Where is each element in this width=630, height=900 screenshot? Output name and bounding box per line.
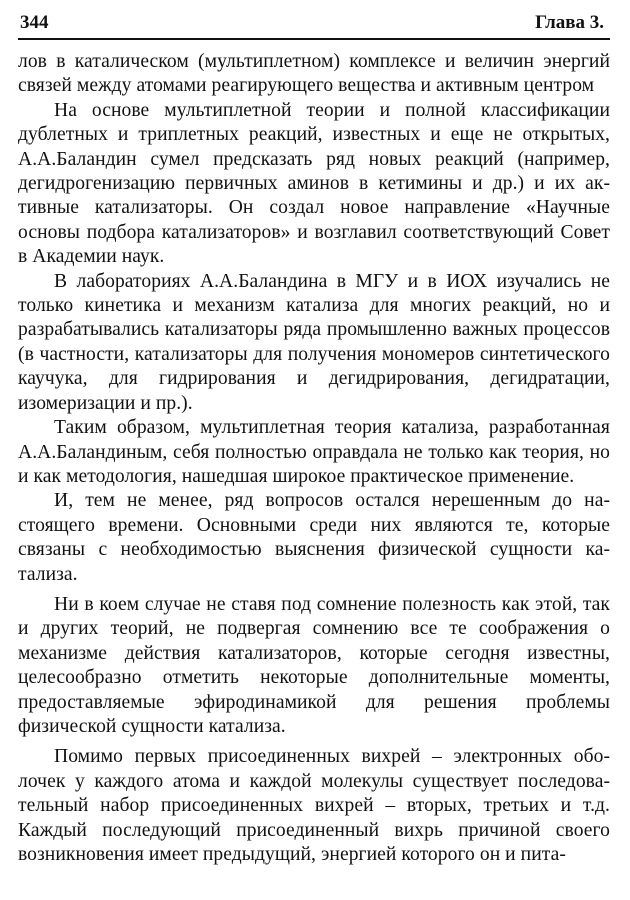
paragraph: Ни в коем случае не ставя под сомнение полезность как этой, так и других теорий, не подвергая сомнению все те соображения о механизме действия катализаторов, которые сегодня известны, целесообразно отметить некоторые дополнительные моменты, предоставляемые эфиродинамикой для решения проблемы физической сущности катализа.: [18, 593, 610, 737]
paragraph: В лабораториях А.А.Баландина в МГУ и в ИОХ изучались не только кинетика и механизм катализа для многих реакций, но и разрабатывались катализаторы ряда промышленно важных процессов (в частности, катализаторы для получения мономеров синтетического каучука, для гидрирования и дегидрирования, дегидратации, изомеризации и пр.).: [18, 270, 610, 414]
paragraph: На основе мультиплетной теории и полной классификации дублетных и триплетных реакций, известных и еще не открытых, А.А.Баландин сумел предсказать ряд новых реакций (например, дегидрогенизацию первичных аминов в кетимины и др.) и их активные катализаторы. Он создал новое направление «Научные основы подбора катализаторов» и возглавил соответствующий Совет в Академии наук.: [18, 99, 610, 268]
page-number: 344: [20, 12, 49, 33]
paragraph: Таким образом, мультиплетная теория катализа, разработанная А.А.Баландиным, себя полностью оправдала не только как теория, но и как методология, нашедшая широкое практическое применение.: [18, 417, 610, 487]
chapter-title: Глава 3.: [535, 12, 604, 33]
paragraph: лов в каталическом (мультиплетном) комплексе и величин энергий связей между атомами реагирующего вещества и активным центром: [18, 51, 610, 97]
page-body: [18, 50, 610, 867]
paragraph: Помимо первых присоединенных вихрей – электронных оболочек у каждого атома и каждой молекулы существует последовательный набор присоединенных вихрей – вторых, третьих и т.д. Каждый последующий присоединенный вихрь причиной своего возникновения имеет предыдущий, энергией которого он и пита-: [18, 746, 610, 865]
paragraph: И, тем не менее, ряд вопросов остался нерешенным до настоящего времени. Основными среди них являются те, которые связаны с необходимостью выяснения физической сущности катализа.: [18, 490, 610, 585]
running-header: [18, 10, 610, 40]
book-page: [18, 10, 610, 890]
